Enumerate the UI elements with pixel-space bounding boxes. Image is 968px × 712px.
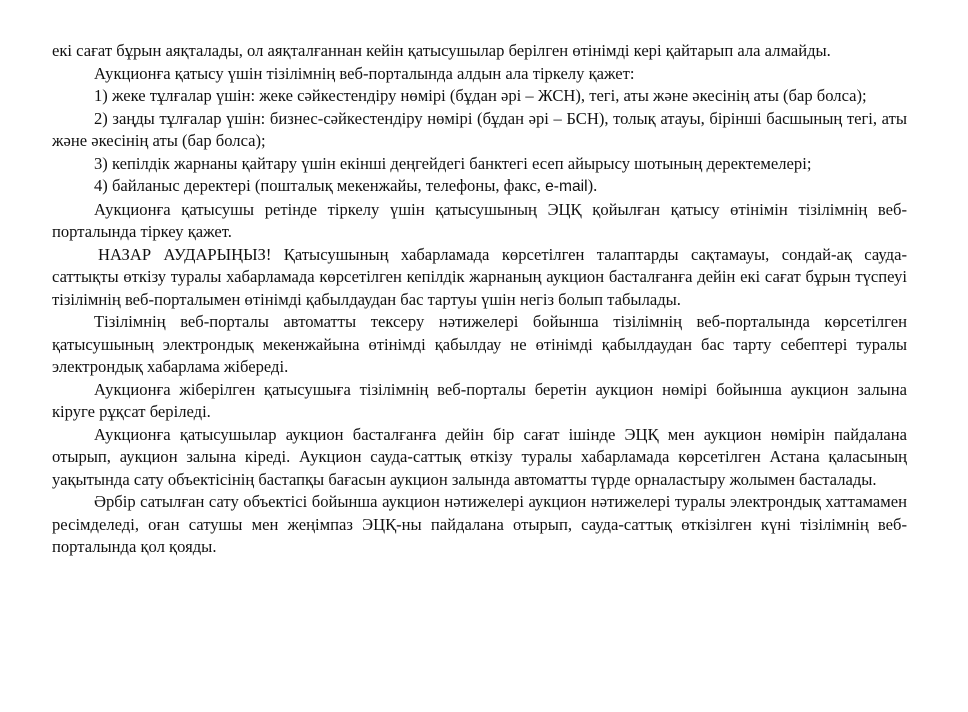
paragraph-automatic-check: Тізілімнің веб-порталы автоматты тексеру нәтижелері бойынша тізілімнің веб-порталында көрсетілген қатысушының электрондық мекенжайына өтінімді қабылдау не өтінімді қабылдаудан бас тарту себептері туралы электрондық хабарлама жібереді. xyxy=(52,312,907,376)
list-item-contact-details xyxy=(52,175,907,199)
paragraph-auction-results: Әрбір сатылған сату объектісі бойынша аукцион нәтижелері аукцион нәтижелері туралы электрондық хаттамамен ресімделеді, оған сатушы мен жеңімпаз ЭЦҚ-ны пайдалана отырып, сауда-саттық өткізілген күні тізілімнің веб-порталында қол қояды. xyxy=(52,492,907,556)
paragraph-auction-end: екі сағат бұрын аяқталады, ол аяқталғаннан кейін қатысушылар берілген өтінімді кері қайтарып ала алмайды. xyxy=(52,41,831,60)
contact-item-email: e-mail xyxy=(545,178,588,195)
list-item-bank-details: 3) кепілдік жарнаны қайтару үшін екінші деңгейдегі банктегі есеп айырысу шотының деректемелері; xyxy=(94,153,812,173)
paragraph-attention-warning: НАЗАР АУДАРЫҢЫЗ! Қатысушының хабарламада көрсетілген талаптарды сақтамауы, сондай-ақ сауда-саттықты өткізу туралы хабарламада көрсетілген кепілдік жарнаның аукцион басталғанға дейін екі сағат бұрын түспеуі тізілімнің веб-порталымен өтінімді қабылдаудан бас тартуы үшін негіз болып табылады. xyxy=(52,244,907,309)
contact-item-closing: ). xyxy=(587,176,598,195)
paragraph-participant-registration: Аукционға қатысушы ретінде тіркелу үшін қатысушының ЭЦҚ қойылған қатысу өтінімін тізілімнің веб-порталында тіркеу қажет. xyxy=(52,199,907,241)
list-item-individuals: 1) жеке тұлғалар үшін: жеке сәйкестендіру нөмірі (бұдан әрі – ЖСН), тегі, аты және әкесінің аты (бар болса); xyxy=(94,86,867,105)
paragraph-registration-required: Аукционға қатысу үшін тізілімнің веб-порталында алдын ала тіркелу қажет: xyxy=(94,63,635,83)
contact-item-text: 4) байланыс деректері (пошталық мекенжайы, телефоны, факс, xyxy=(94,176,546,195)
paragraph-auction-start: Аукционға қатысушылар аукцион басталғанға дейін бір сағат ішінде ЭЦҚ мен аукцион нөмірін пайдалана отырып, аукцион залына кіреді. Аукцион сауда-саттық өткізу туралы хабарламада көрсетілген Астана қаласының уақытында сату объектісінің бастапқы бағасын аукцион залында автоматты түрде орналастыру жолымен басталады. xyxy=(52,424,907,489)
paragraph-auction-hall-access: Аукционға жіберілген қатысушыға тізілімнің веб-порталы беретін аукцион нөмірі бойынша аукцион залына кіруге рұқсат беріледі. xyxy=(52,379,907,421)
document-page xyxy=(52,40,907,559)
list-item-legal-entities: 2) заңды тұлғалар үшін: бизнес-сәйкестендіру нөмірі (бұдан әрі – БСН), толық атауы, бірінші басшының тегі, аты және әкесінің аты (бар болса); xyxy=(52,108,907,150)
